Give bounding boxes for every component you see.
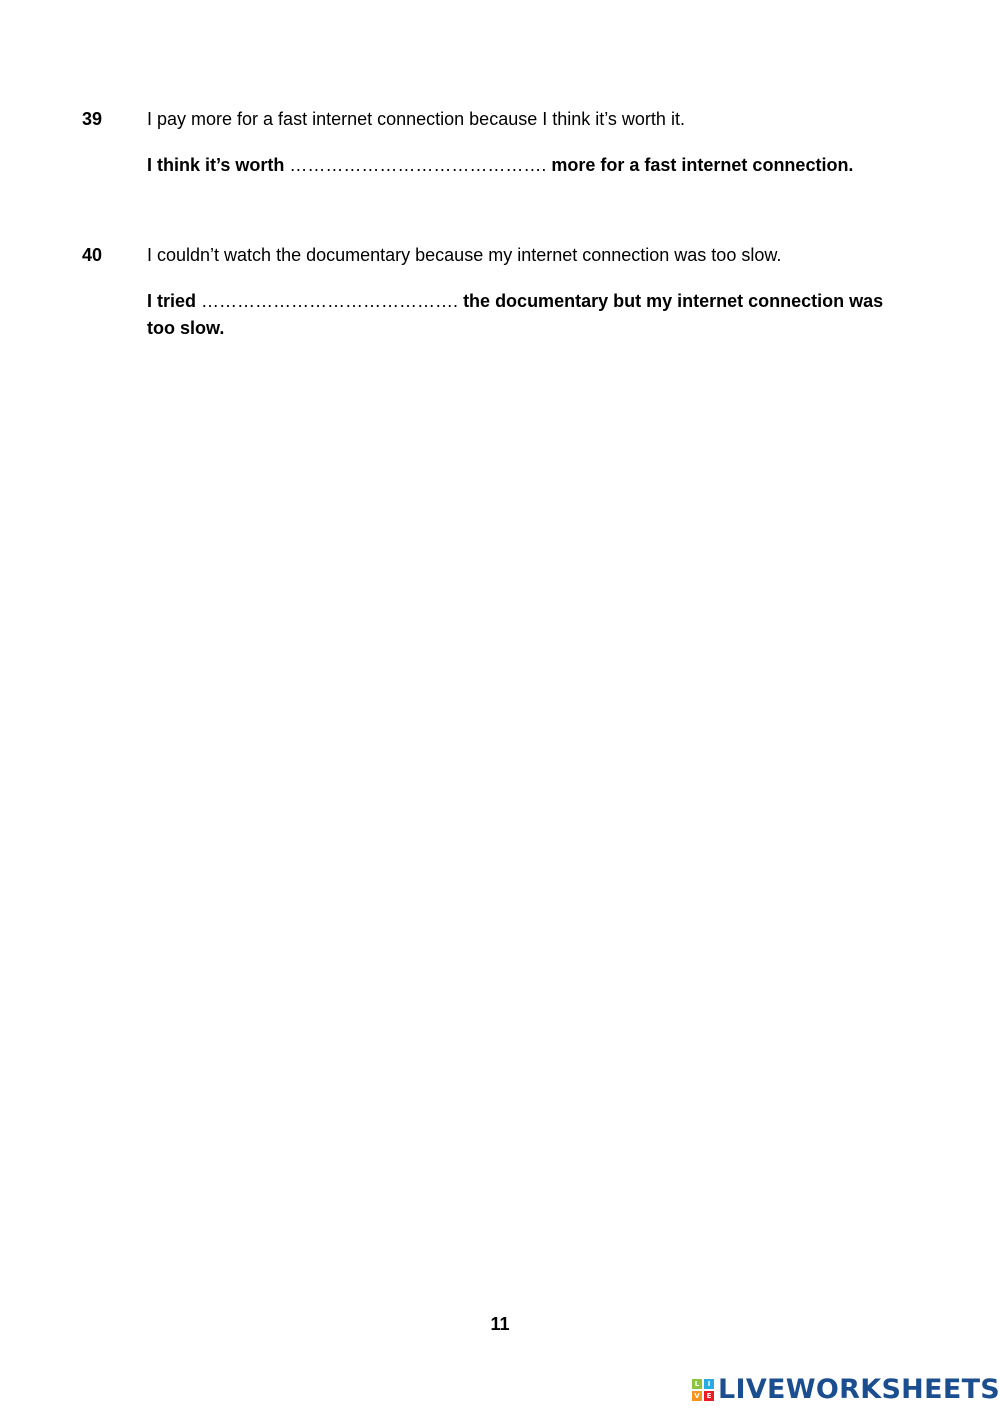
badge-letter: I (704, 1379, 714, 1389)
answer-blank[interactable]: ……………………………………. (201, 291, 459, 311)
question-prompt: I pay more for a fast internet connection because I think it’s worth it. (147, 109, 685, 129)
badge-letter: E (704, 1391, 714, 1401)
rewrite-end: the documentary but my internet connection was too slow. (147, 291, 884, 338)
question-prompt: I couldn’t watch the documentary because my internet connection was too slow. (147, 245, 782, 265)
question-number: 40 (82, 245, 103, 265)
logo-text: LIVEWORKSHEETS (718, 1374, 1000, 1405)
logo-badge-icon (692, 1379, 714, 1401)
rewrite-end: more for a fast internet connection. (551, 155, 854, 175)
rewrite-start: I tried (147, 291, 197, 311)
rewrite-sentence (147, 288, 887, 342)
answer-blank[interactable]: ……………………………………. (289, 155, 547, 175)
rewrite-start: I think it’s worth (147, 155, 285, 175)
liveworksheets-logo (692, 1374, 1000, 1406)
question-number: 39 (82, 109, 103, 129)
badge-letter: L (692, 1379, 702, 1389)
rewrite-sentence (147, 152, 887, 179)
page-number: 11 (490, 1314, 510, 1334)
badge-letter: V (692, 1391, 702, 1401)
